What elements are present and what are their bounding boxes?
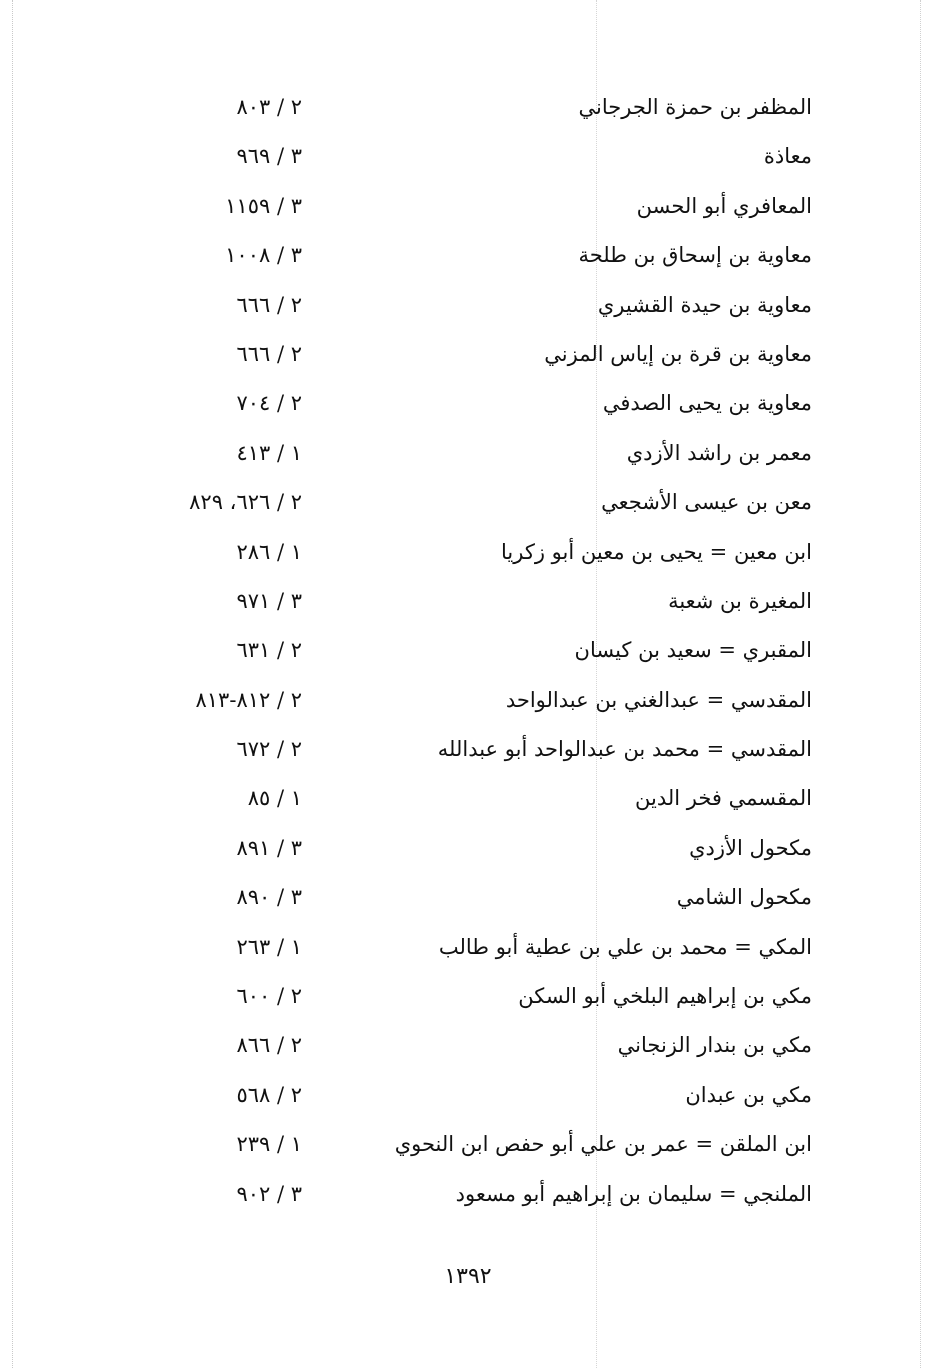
entry-reference: ٣ / ٨٩٠ <box>236 885 302 910</box>
entry-name: المقدسي = عبدالغني بن عبدالواحد <box>505 687 812 712</box>
entry-name: مكحول الأزدي <box>689 835 812 860</box>
index-entry <box>120 730 820 779</box>
index-entry <box>120 779 820 828</box>
index-entry <box>120 681 820 730</box>
index-entry <box>120 483 820 532</box>
entry-reference: ٢ / ٦٦٦ <box>236 341 302 366</box>
entry-name: معاوية بن يحيى الصدفي <box>602 391 812 416</box>
entry-name: الملنجي = سليمان بن إبراهيم أبو مسعود <box>455 1181 812 1206</box>
index-entry <box>120 1026 820 1075</box>
index-entry <box>120 236 820 285</box>
index-entry <box>120 582 820 631</box>
entry-name: ابن الملقن = عمر بن علي أبو حفص ابن النحوي <box>394 1132 812 1157</box>
entry-name: المعافري أبو الحسن <box>636 193 812 218</box>
entry-name: مكي بن عبدان <box>685 1082 812 1107</box>
entry-name: مكحول الشامي <box>676 885 812 910</box>
entry-reference: ٣ / ٩٧١ <box>236 588 302 613</box>
entry-name: المقسمي فخر الدين <box>635 786 812 811</box>
entry-name: معاوية بن إسحاق بن طلحة <box>578 243 812 268</box>
entry-reference: ٢ / ٨١٢-٨١٣ <box>195 687 302 712</box>
entry-name: معاوية بن حيدة القشيري <box>597 292 812 317</box>
entry-name: المقبري = سعيد بن كيسان <box>574 638 812 663</box>
index-entry <box>120 286 820 335</box>
entry-reference: ٢ / ٨٠٣ <box>236 95 302 119</box>
entry-name: معاذة <box>763 144 812 169</box>
entry-name: مكي بن بندار الزنجاني <box>617 1033 812 1058</box>
entry-reference: ٣ / ٩٠٢ <box>236 1181 302 1206</box>
index-entry <box>120 533 820 582</box>
entry-reference: ١ / ٢٣٩ <box>236 1132 302 1157</box>
entry-name: مكي بن إبراهيم البلخي أبو السكن <box>518 984 812 1009</box>
entry-reference: ١ / ٢٦٣ <box>236 934 302 959</box>
index-entry <box>120 878 820 927</box>
index-entry <box>120 335 820 384</box>
entry-reference: ٢ / ٦٢٦، ٨٢٩ <box>189 490 302 515</box>
index-entry <box>120 1076 820 1125</box>
index-entry <box>120 384 820 433</box>
index-entry <box>120 187 820 236</box>
entry-reference: ٢ / ٦٣١ <box>236 638 302 663</box>
index-entry <box>120 137 820 186</box>
index-entry <box>120 631 820 680</box>
index-entry <box>120 1125 820 1174</box>
entry-reference: ١ / ٨٥ <box>247 786 302 811</box>
index-entry <box>120 1175 820 1224</box>
scan-fold-line <box>920 0 921 1368</box>
entry-reference: ١ / ٢٨٦ <box>236 539 302 564</box>
entry-reference: ١ / ٤١٣ <box>236 440 302 465</box>
entry-name: معن بن عيسى الأشجعي <box>601 490 812 515</box>
name-index-list <box>120 88 820 1224</box>
entry-name: المغيرة بن شعبة <box>668 588 812 613</box>
entry-reference: ٢ / ٦٠٠ <box>236 984 302 1009</box>
index-entry <box>120 88 820 137</box>
entry-reference: ٣ / ٨٩١ <box>236 835 302 860</box>
entry-name: المظفر بن حمزة الجرجاني <box>578 95 812 119</box>
entry-reference: ٣ / ٩٦٩ <box>236 144 302 169</box>
entry-reference: ٣ / ١٠٠٨ <box>225 243 302 268</box>
index-entry <box>120 829 820 878</box>
entry-name: معمر بن راشد الأزدي <box>626 440 812 465</box>
entry-name: المكي = محمد بن علي بن عطية أبو طالب <box>438 934 812 959</box>
entry-reference: ٢ / ٥٦٨ <box>236 1082 302 1107</box>
index-entry <box>120 928 820 977</box>
entry-reference: ٢ / ٦٧٢ <box>236 737 302 762</box>
entry-name: المقدسي = محمد بن عبدالواحد أبو عبدالله <box>437 737 812 762</box>
page-number: ١٣٩٢ <box>444 1264 492 1289</box>
entry-reference: ٢ / ٦٦٦ <box>236 292 302 317</box>
entry-reference: ٢ / ٧٠٤ <box>236 391 302 416</box>
entry-name: ابن معين = يحيى بن معين أبو زكريا <box>501 539 812 564</box>
entry-name: معاوية بن قرة بن إياس المزني <box>544 341 812 366</box>
entry-reference: ٣ / ١١٥٩ <box>225 193 302 218</box>
index-entry <box>120 977 820 1026</box>
index-entry <box>120 434 820 483</box>
scan-fold-line <box>12 0 13 1368</box>
entry-reference: ٢ / ٨٦٦ <box>236 1033 302 1058</box>
